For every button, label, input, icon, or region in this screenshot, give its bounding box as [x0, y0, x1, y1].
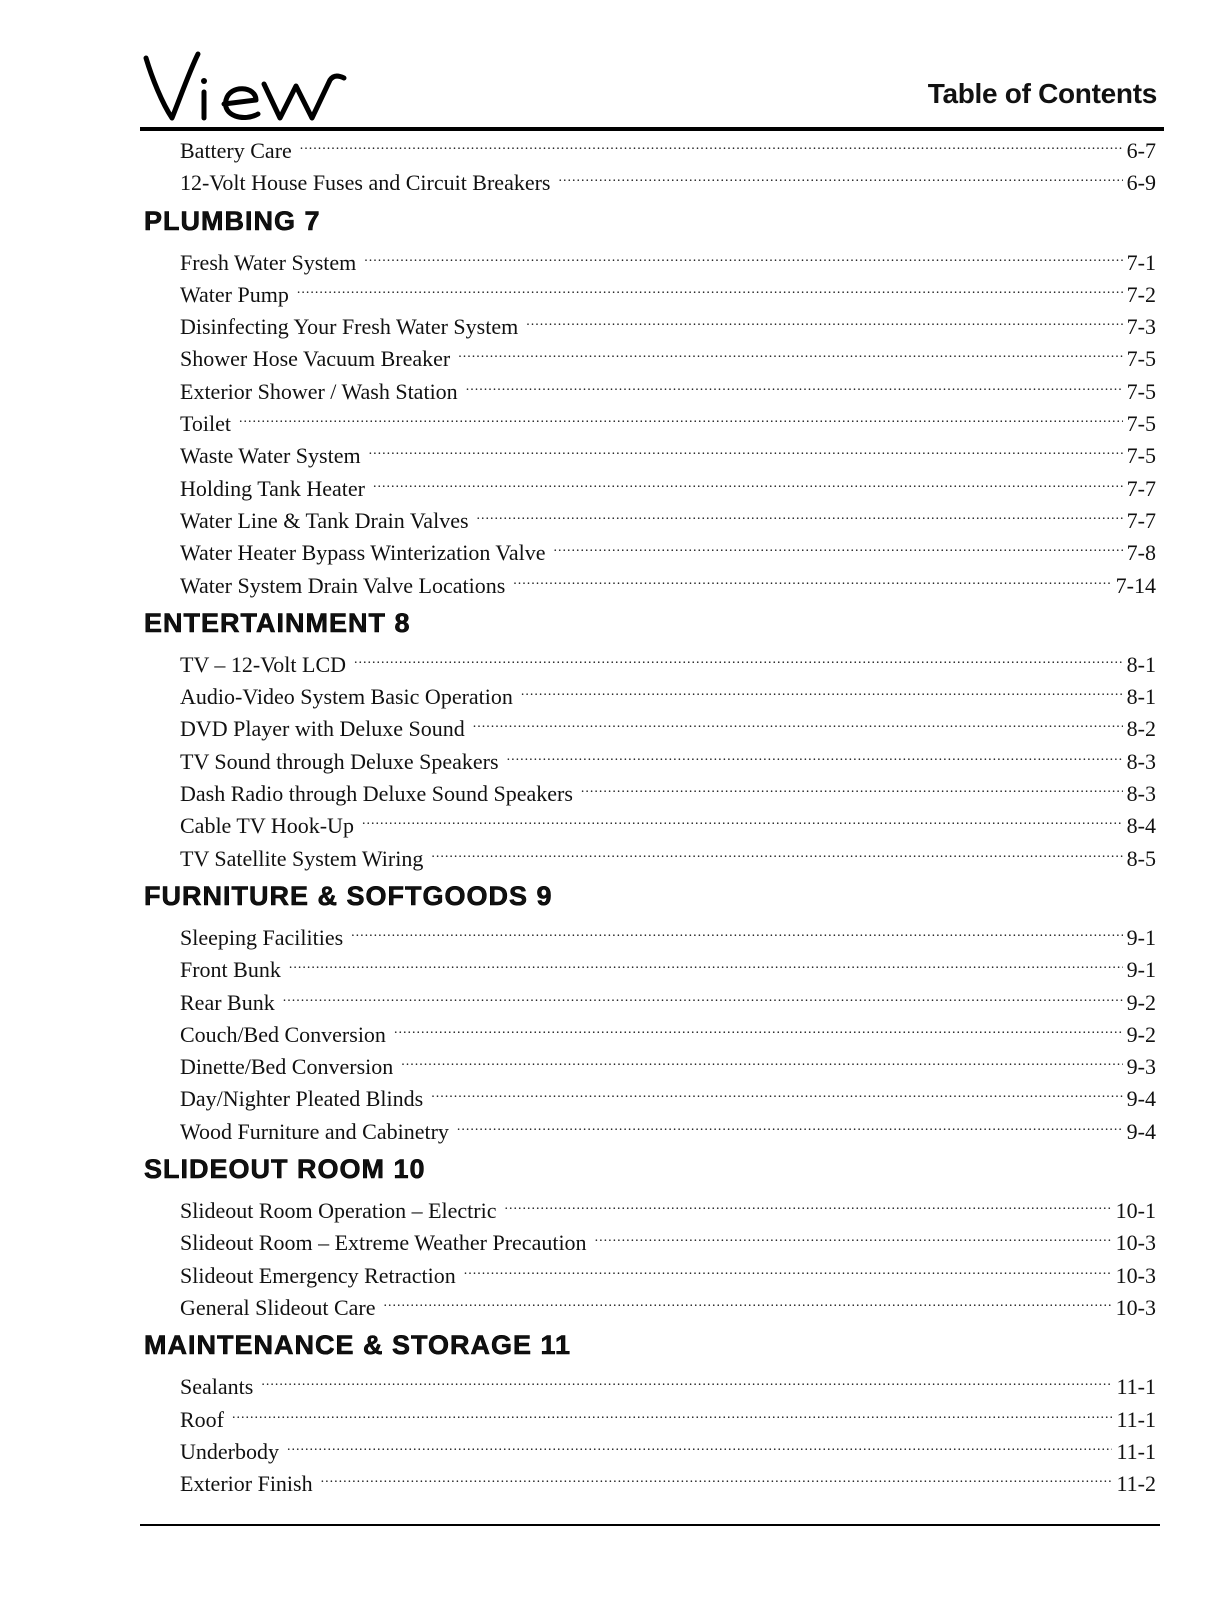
- toc-entry[interactable]: [144, 1295, 1156, 1327]
- dot-leader: [364, 250, 1122, 282]
- entry-page: 11-2: [1116, 1471, 1156, 1497]
- toc-entry[interactable]: [144, 1263, 1156, 1295]
- dot-leader: [401, 1054, 1122, 1086]
- entry-title: Slideout Emergency Retraction: [180, 1262, 456, 1288]
- toc-entry[interactable]: [144, 138, 1156, 170]
- entry-page: 8-4: [1126, 813, 1156, 839]
- entry-page: 11-1: [1116, 1406, 1156, 1432]
- entry-title: Dash Radio through Deluxe Sound Speakers: [180, 781, 573, 807]
- toc-entry[interactable]: [144, 925, 1156, 957]
- dot-leader: [373, 476, 1123, 508]
- toc-entry[interactable]: [144, 282, 1156, 314]
- dot-leader: [431, 1086, 1122, 1118]
- dot-leader: [505, 1198, 1112, 1230]
- dot-leader: [297, 282, 1123, 314]
- entry-page: 10-3: [1115, 1230, 1156, 1256]
- dot-leader: [232, 1407, 1112, 1439]
- toc-entry[interactable]: [144, 1198, 1156, 1230]
- dot-leader: [300, 138, 1123, 170]
- dot-leader: [466, 379, 1123, 411]
- entry-title: Exterior Shower / Wash Station: [180, 378, 458, 404]
- entry-title: Slideout Room – Extreme Weather Precaution: [180, 1230, 587, 1256]
- entry-page: 8-2: [1126, 716, 1156, 742]
- entry-title: Couch/Bed Conversion: [180, 1021, 386, 1047]
- toc-entry[interactable]: [144, 573, 1156, 605]
- entry-title: Battery Care: [180, 138, 292, 163]
- toc-entry[interactable]: [144, 1230, 1156, 1262]
- entry-page: 7-7: [1126, 475, 1156, 501]
- entry-title: Holding Tank Heater: [180, 475, 366, 501]
- toc-entry[interactable]: [144, 957, 1156, 989]
- section-heading: PLUMBING 7: [144, 205, 321, 236]
- entry-page: 10-3: [1115, 1262, 1156, 1288]
- entry-title: Shower Hose Vacuum Breaker: [180, 346, 451, 372]
- toc-entry[interactable]: [144, 1086, 1156, 1118]
- dot-leader: [384, 1295, 1112, 1327]
- dot-leader: [289, 957, 1123, 989]
- entry-page: 7-5: [1126, 443, 1156, 469]
- entry-page: 6-9: [1126, 170, 1156, 196]
- header-rule: [140, 127, 1164, 131]
- dot-leader: [521, 684, 1123, 716]
- dot-leader: [394, 1022, 1123, 1054]
- dot-leader: [477, 508, 1123, 540]
- entry-title: Rear Bunk: [180, 989, 275, 1015]
- toc-entry[interactable]: [144, 250, 1156, 282]
- entry-page: 7-5: [1126, 378, 1156, 404]
- entry-title: Dinette/Bed Conversion: [180, 1054, 394, 1080]
- entry-page: 9-4: [1126, 1086, 1156, 1112]
- section-heading: ENTERTAINMENT 8: [144, 607, 411, 638]
- dot-leader: [283, 990, 1123, 1022]
- toc-entry[interactable]: [144, 170, 1156, 202]
- entry-page: 9-1: [1126, 957, 1156, 983]
- dot-leader: [321, 1471, 1113, 1503]
- toc-entry[interactable]: [144, 443, 1156, 475]
- entry-page: 7-7: [1126, 507, 1156, 533]
- dot-leader: [513, 573, 1111, 605]
- dot-leader: [287, 1439, 1113, 1471]
- dot-leader: [457, 1119, 1123, 1151]
- entry-title: Underbody: [180, 1438, 279, 1464]
- entry-page: 8-1: [1126, 651, 1156, 677]
- page-title: Table of Contents: [927, 78, 1157, 109]
- table-of-contents: [144, 138, 1156, 1503]
- entry-page: 7-14: [1115, 572, 1156, 598]
- entry-title: Audio-Video System Basic Operation: [180, 684, 513, 710]
- entry-title: TV Satellite System Wiring: [180, 845, 424, 871]
- toc-entry[interactable]: [144, 781, 1156, 813]
- entry-title: Sealants: [180, 1374, 254, 1400]
- toc-entry[interactable]: [144, 1407, 1156, 1439]
- toc-entry[interactable]: [144, 1471, 1156, 1503]
- dot-leader: [559, 170, 1123, 202]
- toc-entry[interactable]: [144, 813, 1156, 845]
- toc-entry[interactable]: [144, 1054, 1156, 1086]
- entry-page: 7-2: [1126, 281, 1156, 307]
- entry-page: 9-3: [1126, 1054, 1156, 1080]
- toc-entry[interactable]: [144, 508, 1156, 540]
- dot-leader: [464, 1263, 1112, 1295]
- entry-title: Cable TV Hook-Up: [180, 813, 354, 839]
- toc-entry[interactable]: [144, 716, 1156, 748]
- dot-leader: [369, 443, 1123, 475]
- entry-title: Roof: [180, 1406, 224, 1432]
- entry-page: 7-3: [1126, 314, 1156, 340]
- toc-entry[interactable]: [144, 990, 1156, 1022]
- dot-leader: [261, 1374, 1112, 1406]
- dot-leader: [351, 925, 1123, 957]
- entry-page: 8-1: [1126, 684, 1156, 710]
- toc-entry[interactable]: [144, 1439, 1156, 1471]
- toc-entry[interactable]: [144, 846, 1156, 878]
- entry-page: 9-2: [1126, 989, 1156, 1015]
- entry-page: 8-3: [1126, 781, 1156, 807]
- entry-title: Toilet: [180, 411, 232, 437]
- toc-entry[interactable]: [144, 652, 1156, 684]
- entry-title: Exterior Finish: [180, 1471, 313, 1497]
- dot-leader: [239, 411, 1123, 443]
- entry-title: Day/Nighter Pleated Blinds: [180, 1086, 424, 1112]
- dot-leader: [458, 346, 1122, 378]
- entry-title: Water System Drain Valve Locations: [180, 572, 506, 598]
- entry-title: Slideout Room Operation – Electric: [180, 1198, 497, 1224]
- entry-page: 7-5: [1126, 346, 1156, 372]
- toc-entry[interactable]: [144, 346, 1156, 378]
- entry-title: Sleeping Facilities: [180, 924, 344, 950]
- entry-title: Water Heater Bypass Winterization Valve: [180, 540, 546, 566]
- dot-leader: [595, 1230, 1112, 1262]
- toc-entry[interactable]: [144, 314, 1156, 346]
- entry-page: 10-3: [1115, 1294, 1156, 1320]
- entry-title: DVD Player with Deluxe Sound: [180, 716, 465, 742]
- view-logo: [140, 48, 355, 124]
- entry-page: 8-3: [1126, 748, 1156, 774]
- entry-title: 12-Volt House Fuses and Circuit Breakers: [180, 170, 551, 196]
- section-heading: FURNITURE & SOFTGOODS 9: [144, 880, 553, 911]
- toc-entry[interactable]: [144, 379, 1156, 411]
- section-heading: MAINTENANCE & STORAGE 11: [144, 1330, 572, 1361]
- entry-page: 6-7: [1126, 138, 1156, 163]
- entry-title: Fresh Water System: [180, 249, 357, 275]
- entry-title: TV Sound through Deluxe Speakers: [180, 748, 499, 774]
- dot-leader: [473, 716, 1123, 748]
- toc-entry[interactable]: [144, 1374, 1156, 1406]
- entry-page: 11-1: [1116, 1374, 1156, 1400]
- entry-page: 10-1: [1115, 1198, 1156, 1224]
- entry-page: 9-4: [1126, 1118, 1156, 1144]
- dot-leader: [554, 540, 1123, 572]
- toc-entry[interactable]: [144, 540, 1156, 572]
- dot-leader: [581, 781, 1123, 813]
- dot-leader: [507, 749, 1123, 781]
- entry-title: Disinfecting Your Fresh Water System: [180, 314, 519, 340]
- entry-title: Waste Water System: [180, 443, 361, 469]
- entry-page: 7-1: [1126, 249, 1156, 275]
- toc-entry[interactable]: [144, 476, 1156, 508]
- entry-page: 7-5: [1126, 411, 1156, 437]
- toc-entry[interactable]: [144, 1022, 1156, 1054]
- toc-entry[interactable]: [144, 684, 1156, 716]
- entry-title: General Slideout Care: [180, 1294, 376, 1320]
- entry-title: Wood Furniture and Cabinetry: [180, 1118, 449, 1144]
- entry-title: Water Pump: [180, 281, 289, 307]
- entry-title: TV – 12-Volt LCD: [180, 651, 347, 677]
- entry-page: 8-5: [1126, 845, 1156, 871]
- entry-page: 7-8: [1126, 540, 1156, 566]
- dot-leader: [431, 846, 1122, 878]
- toc-entry[interactable]: [144, 411, 1156, 443]
- footer-rule: [140, 1524, 1160, 1526]
- entry-title: Water Line & Tank Drain Valves: [180, 507, 469, 533]
- entry-page: 11-1: [1116, 1438, 1156, 1464]
- entry-title: Front Bunk: [180, 957, 281, 983]
- toc-entry[interactable]: [144, 749, 1156, 781]
- dot-leader: [526, 314, 1122, 346]
- toc-entry[interactable]: [144, 1119, 1156, 1151]
- dot-leader: [362, 813, 1123, 845]
- dot-leader: [354, 652, 1123, 684]
- section-heading: SLIDEOUT ROOM 10: [144, 1154, 426, 1185]
- entry-page: 9-1: [1126, 924, 1156, 950]
- entry-page: 9-2: [1126, 1021, 1156, 1047]
